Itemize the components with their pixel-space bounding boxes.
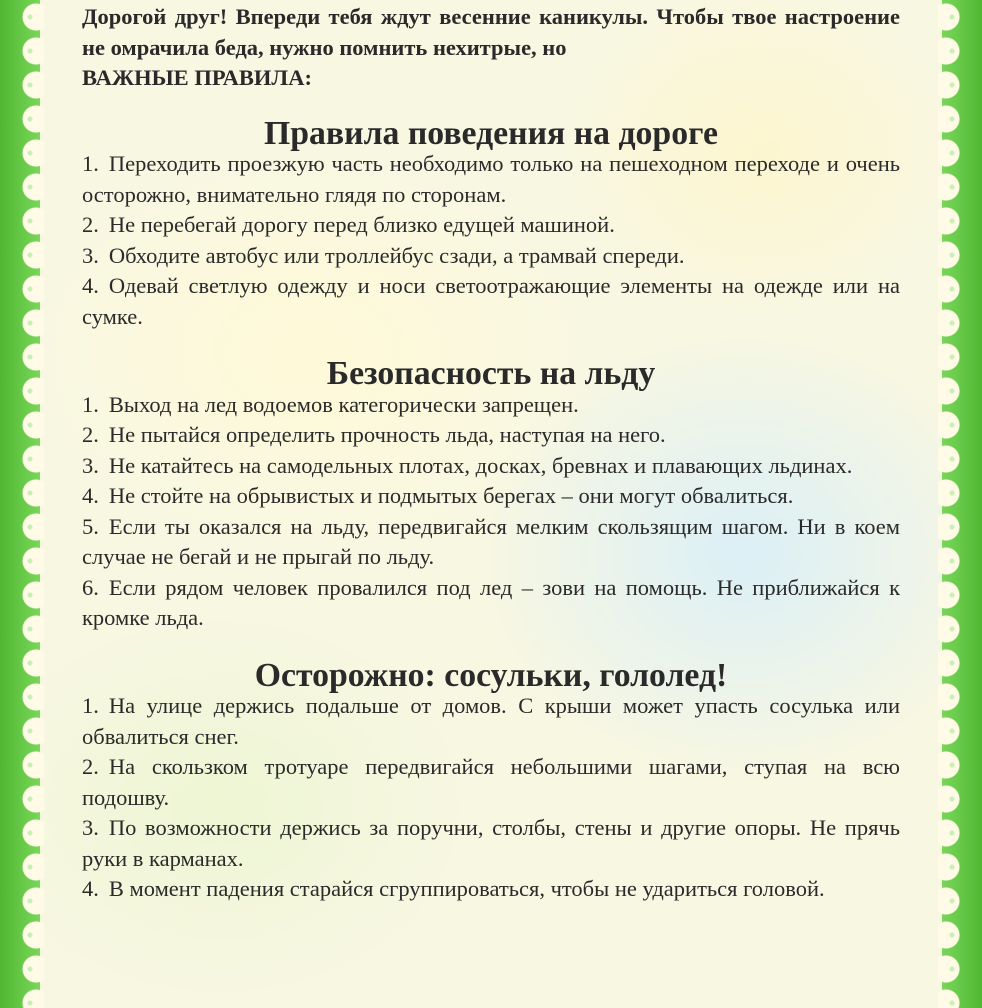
item-number: 4. xyxy=(82,273,99,298)
item-number: 1. xyxy=(82,151,99,176)
intro-text: Дорогой друг! Впереди тебя ждут весенние каникулы. Чтобы твое настроение не омрачила беда, нужно помнить нехитрые, но xyxy=(82,4,900,60)
item-number: 3. xyxy=(82,242,99,268)
item-text: Одевай светлую одежду и носи светоотражающие элементы на одежде или на сумке. xyxy=(82,273,900,329)
item-text: Не катайтесь на самодельных плотах, досках, бревнах и плавающих льдинах. xyxy=(108,452,853,478)
intro-paragraph xyxy=(82,2,900,94)
item-number: 2. xyxy=(82,754,99,779)
item-text: Не перебегай дорогу перед близко едущей машиной. xyxy=(108,212,615,237)
item-text: Обходите автобус или троллейбус сзади, а трамвай спереди. xyxy=(108,242,685,268)
item-text: Если рядом человек провалился под лед – зови на помощь. Не приближайся к кромке льда. xyxy=(82,574,900,630)
item-number: 4. xyxy=(82,483,99,508)
list-item xyxy=(82,481,900,512)
section-title-ice: Безопасность на льду xyxy=(326,355,656,392)
poster-content xyxy=(82,0,900,905)
item-number: 3. xyxy=(82,815,99,840)
item-number: 5. xyxy=(82,513,99,539)
item-text: На улице держись подальше от домов. С крыши может упасть сосулька или обвалиться снег. xyxy=(82,693,900,749)
list-item xyxy=(82,390,900,421)
item-number: 1. xyxy=(82,693,99,718)
section-title-icicles: Осторожно: сосульки, гололед! xyxy=(254,656,728,694)
list-item xyxy=(82,271,900,332)
item-number: 1. xyxy=(82,391,99,417)
item-text: Не пытайся определить прочность льда, наступая на него. xyxy=(108,422,666,447)
item-number: 4. xyxy=(82,876,99,901)
intro-emphasis: ВАЖНЫЕ ПРАВИЛА: xyxy=(82,65,312,90)
list-item xyxy=(82,573,900,634)
item-number: 2. xyxy=(82,212,99,237)
item-number: 2. xyxy=(82,422,99,447)
icicle-rules-list xyxy=(82,691,900,905)
list-item xyxy=(82,241,900,272)
item-text: Выход на лед водоемов категорически запрещен. xyxy=(108,391,579,417)
road-rules-list xyxy=(82,149,900,332)
list-item xyxy=(82,149,900,210)
item-number: 6. xyxy=(82,574,99,600)
item-number: 3. xyxy=(82,452,99,478)
list-item xyxy=(82,813,900,874)
item-text: Если ты оказался на льду, передвигайся мелким скользящим шагом. Ни в коем случае не бегай и не прыгай по льду. xyxy=(82,513,900,569)
list-item xyxy=(82,874,900,905)
list-item xyxy=(82,420,900,451)
section-title-road: Правила поведения на дороге xyxy=(264,114,718,152)
ice-rules-list xyxy=(82,390,900,634)
item-text: По возможности держись за поручни, столбы, стены и другие опоры. Не прячь руки в карманах. xyxy=(82,815,900,871)
item-text: Переходить проезжую часть необходимо только на пешеходном переходе и очень осторожно, внимательно глядя по сторонам. xyxy=(82,151,900,207)
left-dotted-trim xyxy=(26,0,34,1008)
list-item xyxy=(82,752,900,813)
item-text: На скользком тротуаре передвигайся небольшими шагами, ступая на всю подошву. xyxy=(82,754,900,810)
list-item xyxy=(82,512,900,573)
right-dotted-trim xyxy=(948,0,956,1008)
list-item xyxy=(82,691,900,752)
item-text: Не стойте на обрывистых и подмытых берегах – они могут обвалиться. xyxy=(108,483,794,508)
list-item xyxy=(82,451,900,482)
item-text: В момент падения старайся сгруппироваться, чтобы не удариться головой. xyxy=(108,876,825,901)
list-item xyxy=(82,210,900,241)
